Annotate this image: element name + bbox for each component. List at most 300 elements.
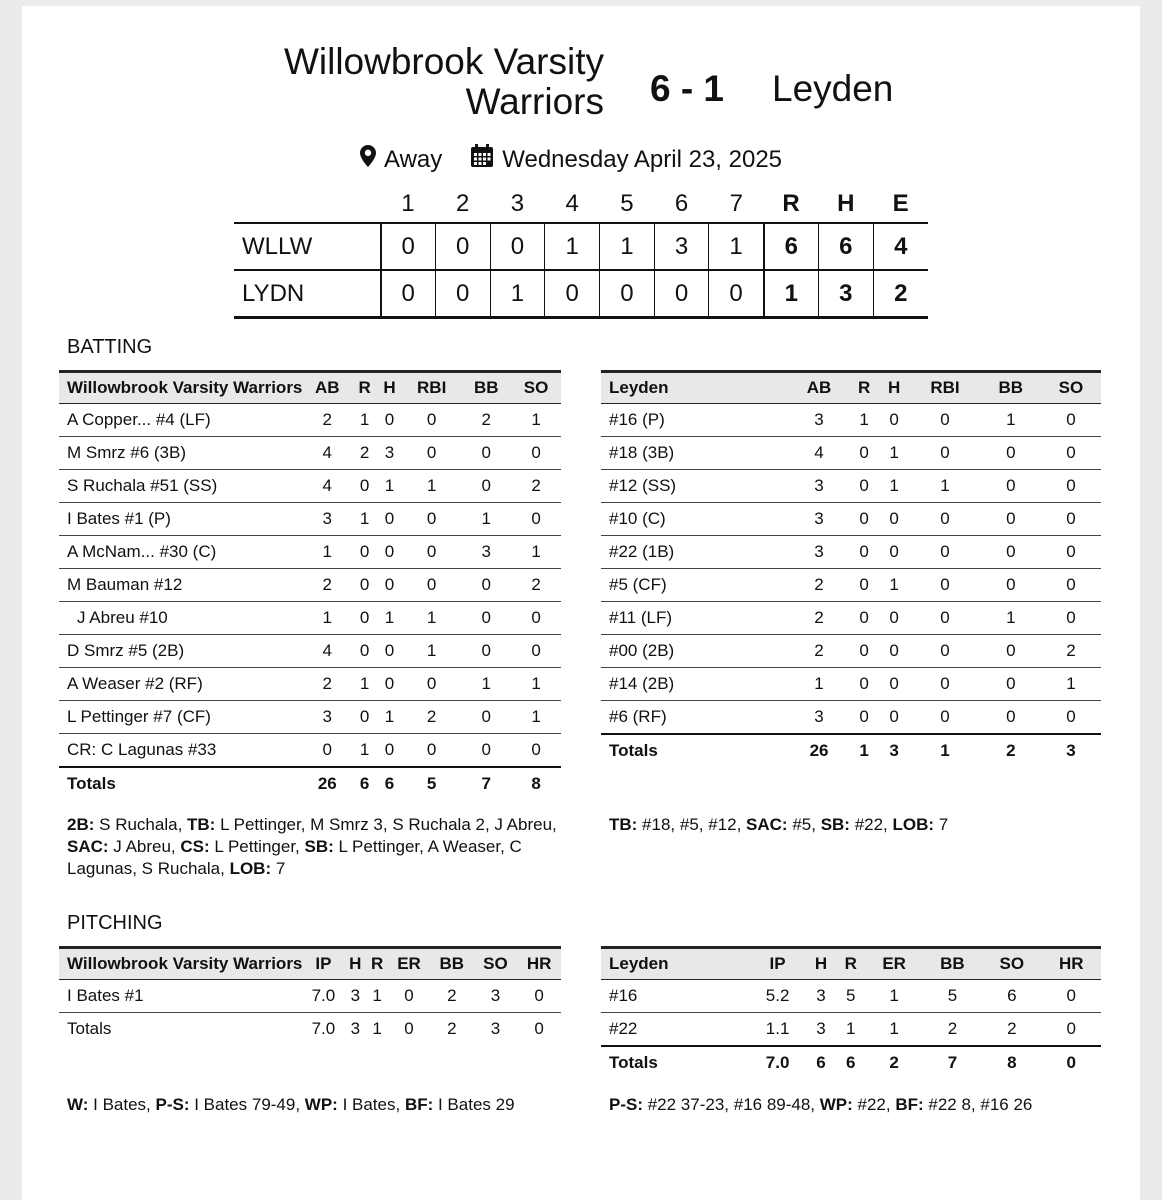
stat-cell: 0 — [879, 404, 909, 437]
stat-cell: 0 — [909, 569, 981, 602]
away-team-name: Leyden — [772, 68, 894, 109]
player-row — [601, 1013, 1101, 1047]
player-row — [59, 503, 561, 536]
note-text: I Bates 79-49, — [189, 1095, 305, 1114]
stat-cell: 0 — [849, 536, 879, 569]
stat-cell: 0 — [909, 437, 981, 470]
stat-column-header: H — [879, 372, 909, 404]
stat-cell: 0 — [849, 437, 879, 470]
stat-cell: 0 — [1041, 569, 1101, 602]
stat-cell: 3 — [789, 536, 849, 569]
player-row — [601, 569, 1101, 602]
player-row — [59, 437, 561, 470]
stat-cell: 1.1 — [749, 1013, 806, 1047]
pitching-table-home — [59, 946, 561, 1045]
player-name: #22 — [601, 1013, 749, 1047]
totals-cell: 0 — [1042, 1046, 1101, 1079]
stat-cell: 5 — [836, 980, 866, 1013]
batting-table-home — [59, 370, 561, 800]
stat-cell: 0 — [461, 701, 511, 734]
note-text: #22 37-23, #16 89-48, — [643, 1095, 820, 1114]
stat-cell: 0 — [377, 635, 402, 668]
player-row — [601, 404, 1101, 437]
note-label: BF: — [895, 1095, 924, 1114]
stat-cell: 0 — [909, 701, 981, 735]
stat-cell: 0 — [879, 668, 909, 701]
player-name: A Weaser #2 (RF) — [59, 668, 302, 701]
stat-cell: 1 — [879, 470, 909, 503]
player-row — [601, 437, 1101, 470]
stat-column-header: H — [806, 948, 836, 980]
line-score-header: 2 — [455, 190, 470, 217]
totals-row — [601, 1046, 1101, 1079]
note-text: S Ruchala, — [94, 815, 188, 834]
note-label: SB: — [304, 837, 334, 856]
totals-cell: 6 — [836, 1046, 866, 1079]
player-row — [59, 470, 561, 503]
player-name: M Bauman #12 — [59, 569, 302, 602]
note-label: W: — [67, 1095, 89, 1114]
pitching-table-away — [601, 946, 1101, 1079]
pitching-notes-away — [609, 1094, 1099, 1116]
player-row — [59, 980, 561, 1013]
stat-cell: 2 — [511, 569, 561, 602]
player-name: #11 (LF) — [601, 602, 789, 635]
player-row — [59, 635, 561, 668]
location-text: Away — [384, 145, 443, 173]
totals-cell: 3 — [1041, 734, 1101, 767]
stat-cell: 1 — [352, 404, 377, 437]
line-score-cell: 0 — [600, 270, 655, 318]
stat-cell: 5.2 — [749, 980, 806, 1013]
stat-cell: 3 — [344, 980, 366, 1013]
stat-cell: 1 — [511, 536, 561, 569]
batting-notes-away — [609, 814, 1099, 836]
stat-cell: 1 — [981, 404, 1041, 437]
stat-cell: 0 — [1041, 437, 1101, 470]
note-text: L Pettinger, — [209, 837, 305, 856]
player-name: #12 (SS) — [601, 470, 789, 503]
player-name: S Ruchala #51 (SS) — [59, 470, 302, 503]
line-score-team: WLLW — [234, 223, 381, 270]
line-score-cell: 6 — [764, 223, 819, 270]
stat-cell: 1 — [461, 503, 511, 536]
game-date: Wednesday April 23, 2025 — [502, 145, 783, 173]
player-row — [59, 569, 561, 602]
note-text: L Pettinger, A Weaser, C Lagunas, S Ruchala, — [67, 837, 522, 878]
stat-cell: 3 — [461, 536, 511, 569]
totals-cell: 6 — [806, 1046, 836, 1079]
note-label: CS: — [180, 837, 210, 856]
line-score-header: H — [837, 190, 855, 217]
stat-cell: 3 — [789, 503, 849, 536]
player-row — [59, 536, 561, 569]
stat-cell: 1 — [511, 701, 561, 734]
note-label: SAC: — [746, 815, 788, 834]
stat-cell: 0 — [1041, 404, 1101, 437]
stat-cell: 3 — [474, 980, 518, 1013]
stat-cell: 2 — [352, 437, 377, 470]
stat-cell: 0 — [377, 569, 402, 602]
stat-column-header: ER — [388, 948, 430, 980]
stat-cell: 5 — [923, 980, 982, 1013]
line-score-cell: 0 — [435, 270, 490, 318]
stat-column-header: H — [344, 948, 366, 980]
stat-cell: 1 — [866, 1013, 923, 1047]
stat-cell: 2 — [789, 569, 849, 602]
stat-cell: 1 — [789, 668, 849, 701]
stat-cell: 1 — [511, 668, 561, 701]
stat-cell: 3 — [377, 437, 402, 470]
batting-table-away — [601, 370, 1101, 767]
note-text: I Bates 29 — [433, 1095, 515, 1114]
stat-cell: 0 — [1042, 1013, 1101, 1047]
line-score-cell: 1 — [764, 270, 819, 318]
stat-cell: 0 — [352, 569, 377, 602]
stat-cell: 1 — [849, 404, 879, 437]
team-header: Leyden — [601, 372, 789, 404]
home-team-line1: Willowbrook Varsity — [283, 41, 604, 82]
totals-cell: 7.0 — [311, 1019, 336, 1038]
box-score-sheet — [22, 6, 1140, 1200]
stat-cell: 1 — [402, 602, 461, 635]
totals-cell: 3 — [350, 1019, 361, 1038]
team-header: Leyden — [601, 948, 749, 980]
stat-cell: 0 — [511, 602, 561, 635]
stat-cell: 0 — [402, 569, 461, 602]
line-score-cell: 0 — [545, 270, 600, 318]
stat-cell: 0 — [849, 503, 879, 536]
stat-cell: 1 — [377, 470, 402, 503]
stat-column-header: R — [366, 948, 388, 980]
line-score-team: LYDN — [234, 270, 381, 318]
stat-column-header: H — [377, 372, 402, 404]
stat-cell: 1 — [866, 980, 923, 1013]
note-label: LOB: — [892, 815, 935, 834]
stat-cell: 0 — [849, 701, 879, 735]
totals-cell: 26 — [302, 767, 352, 800]
player-row — [601, 536, 1101, 569]
stat-header-row — [59, 372, 561, 404]
pitching-notes-home — [67, 1094, 567, 1116]
line-score-cell: 2 — [873, 270, 928, 318]
line-score-cell: 6 — [818, 223, 873, 270]
note-text: #18, #5, #12, — [637, 815, 747, 834]
totals-cell: 7 — [923, 1046, 982, 1079]
line-score-row — [234, 223, 928, 270]
stat-header-row — [59, 948, 561, 980]
stat-cell: 0 — [1041, 536, 1101, 569]
stat-column-header: HR — [517, 948, 561, 980]
stat-cell: 0 — [981, 536, 1041, 569]
stat-column-header: BB — [461, 372, 511, 404]
stat-cell: 0 — [981, 503, 1041, 536]
line-score — [234, 186, 928, 319]
stat-cell: 0 — [461, 734, 511, 768]
stat-cell: 0 — [402, 437, 461, 470]
stat-cell: 1 — [511, 404, 561, 437]
line-score-cell: 0 — [435, 223, 490, 270]
line-score-header: 7 — [729, 190, 744, 217]
stat-cell: 0 — [909, 536, 981, 569]
line-score-cell: 3 — [818, 270, 873, 318]
totals-cell: 1 — [909, 734, 981, 767]
note-label: WP: — [819, 1095, 853, 1114]
note-label: P-S: — [155, 1095, 190, 1114]
stat-column-header: ER — [866, 948, 923, 980]
stat-cell: 0 — [511, 437, 561, 470]
stat-cell: 1 — [402, 635, 461, 668]
stat-cell: 3 — [789, 470, 849, 503]
stat-cell: 0 — [461, 437, 511, 470]
stat-cell: 0 — [981, 470, 1041, 503]
stat-cell: 0 — [352, 470, 377, 503]
stat-cell: 2 — [461, 404, 511, 437]
player-name: #6 (RF) — [601, 701, 789, 735]
player-row — [601, 668, 1101, 701]
stat-cell: 0 — [377, 404, 402, 437]
line-score-cell: 3 — [654, 223, 709, 270]
player-name: #22 (1B) — [601, 536, 789, 569]
stat-cell: 1 — [352, 734, 377, 768]
note-text: I Bates, — [337, 1095, 405, 1114]
stat-column-header: HR — [1042, 948, 1101, 980]
stat-cell: 0 — [909, 635, 981, 668]
player-row — [601, 635, 1101, 668]
note-text: 7 — [271, 859, 286, 878]
player-name: D Smrz #5 (2B) — [59, 635, 302, 668]
stat-cell: 1 — [377, 602, 402, 635]
batting-notes-home — [67, 814, 567, 880]
note-label: TB: — [187, 815, 216, 834]
stat-cell: 3 — [302, 503, 352, 536]
player-row — [601, 470, 1101, 503]
stat-cell: 1 — [377, 701, 402, 734]
stat-cell: 6 — [982, 980, 1041, 1013]
team-header: Willowbrook Varsity Warriors — [59, 372, 302, 404]
stat-header-row — [601, 372, 1101, 404]
pitching-title: PITCHING — [67, 912, 163, 934]
stat-cell: 0 — [909, 503, 981, 536]
totals-row — [601, 734, 1101, 767]
stat-cell: 2 — [789, 635, 849, 668]
stat-column-header: BB — [981, 372, 1041, 404]
stat-cell: 0 — [402, 404, 461, 437]
line-score-cell: 0 — [490, 223, 545, 270]
stat-cell: 0 — [511, 734, 561, 768]
stat-cell: 0 — [879, 635, 909, 668]
stat-cell: 1 — [836, 1013, 866, 1047]
player-row — [59, 734, 561, 768]
stat-cell: 1 — [352, 668, 377, 701]
stat-cell: 0 — [402, 536, 461, 569]
line-score-row — [234, 270, 928, 318]
line-score-cell: 1 — [709, 223, 764, 270]
line-score-corner — [234, 186, 381, 223]
stat-cell: 7.0 — [302, 980, 344, 1013]
stat-cell: 2 — [302, 404, 352, 437]
player-row — [59, 701, 561, 734]
stat-cell: 0 — [352, 635, 377, 668]
stat-cell: 2 — [430, 980, 474, 1013]
player-name: #18 (3B) — [601, 437, 789, 470]
stat-cell: 0 — [461, 569, 511, 602]
totals-cell: 3 — [879, 734, 909, 767]
stat-cell: 0 — [1041, 470, 1101, 503]
stat-column-header: SO — [474, 948, 518, 980]
game-meta — [360, 144, 782, 175]
stat-cell: 0 — [461, 602, 511, 635]
totals-cell: 0 — [534, 1019, 544, 1038]
stat-cell: 0 — [1042, 980, 1101, 1013]
player-name: #5 (CF) — [601, 569, 789, 602]
stat-cell: 4 — [789, 437, 849, 470]
stat-cell: 1 — [909, 470, 981, 503]
totals-label: Totals — [67, 1019, 112, 1038]
stat-cell: 1 — [461, 668, 511, 701]
line-score-cell: 0 — [381, 270, 436, 318]
stat-cell: 0 — [909, 404, 981, 437]
line-score-cell: 4 — [873, 223, 928, 270]
line-score-header: E — [892, 190, 909, 217]
stat-column-header: SO — [1041, 372, 1101, 404]
stat-cell: 0 — [352, 701, 377, 734]
stat-cell: 3 — [789, 404, 849, 437]
location-pin-icon — [360, 145, 376, 174]
totals-cell: 5 — [402, 767, 461, 800]
note-text: #22, — [852, 1095, 896, 1114]
totals-row — [59, 1013, 561, 1046]
totals-label: Totals — [601, 1046, 749, 1079]
totals-cell: 2 — [981, 734, 1041, 767]
stat-cell: 0 — [879, 536, 909, 569]
stat-column-header: BB — [923, 948, 982, 980]
stat-cell: 0 — [402, 503, 461, 536]
stat-column-header: AB — [302, 372, 352, 404]
player-row — [601, 980, 1101, 1013]
stat-cell: 0 — [402, 734, 461, 768]
line-score-cell: 1 — [600, 223, 655, 270]
stat-cell: 0 — [1041, 701, 1101, 735]
stat-column-header: IP — [749, 948, 806, 980]
note-text: I Bates, — [88, 1095, 156, 1114]
player-row — [601, 701, 1101, 735]
player-row — [59, 404, 561, 437]
line-score-header: 4 — [565, 190, 579, 217]
stat-cell: 1 — [366, 980, 388, 1013]
player-name: J Abreu #10 — [59, 602, 302, 635]
stat-cell: 3 — [789, 701, 849, 735]
note-label: LOB: — [229, 859, 272, 878]
stat-cell: 0 — [849, 668, 879, 701]
note-text: #22, — [849, 815, 893, 834]
stat-column-header: IP — [302, 948, 344, 980]
totals-cell: 3 — [490, 1019, 501, 1038]
stat-cell: 2 — [402, 701, 461, 734]
stat-cell: 0 — [879, 503, 909, 536]
stat-cell: 0 — [461, 635, 511, 668]
totals-label: Totals — [59, 767, 302, 800]
stat-cell: 1 — [1041, 668, 1101, 701]
stat-cell: 0 — [981, 437, 1041, 470]
player-name: #14 (2B) — [601, 668, 789, 701]
stat-cell: 2 — [302, 569, 352, 602]
calendar-icon — [470, 144, 494, 175]
note-text: J Abreu, — [108, 837, 181, 856]
stat-cell: 0 — [909, 668, 981, 701]
player-row — [601, 602, 1101, 635]
final-score: 6 - 1 — [649, 68, 725, 109]
totals-label: Totals — [601, 734, 789, 767]
line-score-cell: 1 — [490, 270, 545, 318]
stat-column-header: RBI — [402, 372, 461, 404]
player-name: I Bates #1 (P) — [59, 503, 302, 536]
stat-cell: 4 — [302, 437, 352, 470]
line-score-cell: 0 — [381, 223, 436, 270]
stat-cell: 1 — [302, 536, 352, 569]
note-text: #5, — [787, 815, 821, 834]
stat-cell: 1 — [879, 437, 909, 470]
player-name: #10 (C) — [601, 503, 789, 536]
stat-cell: 2 — [511, 470, 561, 503]
note-label: WP: — [304, 1095, 338, 1114]
stat-cell: 0 — [909, 602, 981, 635]
stat-cell: 0 — [388, 980, 430, 1013]
line-score-header: 1 — [401, 190, 415, 217]
stat-cell: 3 — [806, 1013, 836, 1047]
stat-cell: 1 — [879, 569, 909, 602]
player-name: #16 (P) — [601, 404, 789, 437]
stat-cell: 0 — [517, 980, 561, 1013]
line-score-header: 5 — [620, 190, 634, 217]
stat-column-header: RBI — [909, 372, 981, 404]
player-name: I Bates #1 — [59, 980, 302, 1013]
note-label: BF: — [404, 1095, 434, 1114]
stat-cell: 0 — [879, 701, 909, 735]
line-score-header: 3 — [510, 190, 525, 217]
totals-cell: 1 — [849, 734, 879, 767]
line-score-cell: 0 — [654, 270, 709, 318]
stat-cell: 0 — [511, 635, 561, 668]
stat-cell: 0 — [981, 569, 1041, 602]
stat-cell: 0 — [377, 536, 402, 569]
player-row — [59, 602, 561, 635]
stat-cell: 0 — [849, 470, 879, 503]
stat-column-header: R — [849, 372, 879, 404]
totals-cell: 7 — [461, 767, 511, 800]
player-row — [59, 668, 561, 701]
stat-cell: 0 — [879, 602, 909, 635]
line-score-header: 6 — [674, 190, 689, 217]
stat-column-header: SO — [982, 948, 1041, 980]
stat-cell: 2 — [923, 1013, 982, 1047]
totals-cell: 2 — [447, 1019, 457, 1038]
stat-cell: 2 — [1041, 635, 1101, 668]
stat-cell: 0 — [981, 668, 1041, 701]
note-text: 7 — [934, 815, 949, 834]
stat-cell: 2 — [302, 668, 352, 701]
totals-cell: 2 — [866, 1046, 923, 1079]
stat-cell: 1 — [402, 470, 461, 503]
stat-cell: 0 — [981, 701, 1041, 735]
stat-column-header: SO — [511, 372, 561, 404]
line-score-cell: 0 — [709, 270, 764, 318]
note-label: SB: — [820, 815, 850, 834]
team-header: Willowbrook Varsity Warriors — [59, 948, 302, 980]
stat-cell: 2 — [789, 602, 849, 635]
stat-cell: 0 — [849, 635, 879, 668]
stat-cell: 0 — [849, 569, 879, 602]
